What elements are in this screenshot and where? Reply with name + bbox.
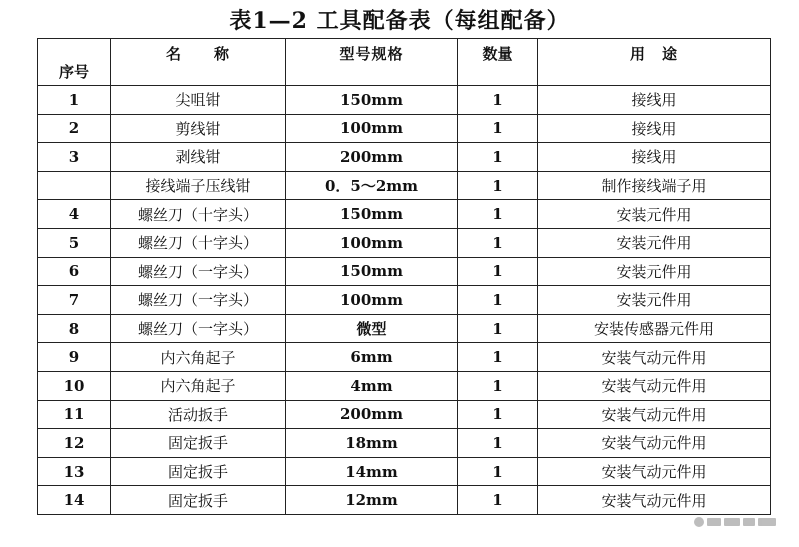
table-row [38,286,771,315]
cell-model: 100mm [286,286,458,315]
cell-qty: 1 [458,429,538,458]
header-qty: 数量 [458,39,538,86]
cell-model: 0．5～2mm [286,171,458,200]
cell-name: 剪线钳 [111,114,286,143]
table-row [38,429,771,458]
cell-name: 螺丝刀（一字头） [111,286,286,315]
cell-qty: 1 [458,314,538,343]
cell-seq: 5 [38,228,111,257]
cell-seq: 14 [38,486,111,515]
table-row [38,257,771,286]
cell-qty: 1 [458,486,538,515]
cell-qty: 1 [458,86,538,115]
cell-name: 尖咀钳 [111,86,286,115]
cell-model: 150mm [286,257,458,286]
cell-model: 12mm [286,486,458,515]
cell-seq: 3 [38,143,111,172]
cell-seq: 4 [38,200,111,229]
cell-use: 接线用 [538,86,771,115]
cell-qty: 1 [458,114,538,143]
cell-name: 固定扳手 [111,486,286,515]
cell-qty: 1 [458,457,538,486]
cell-model: 4mm [286,371,458,400]
header-row [38,39,771,86]
cell-use: 安装元件用 [538,286,771,315]
cell-qty: 1 [458,371,538,400]
table-row [38,171,771,200]
cell-model: 150mm [286,86,458,115]
cell-model: 100mm [286,114,458,143]
cell-model: 150mm [286,200,458,229]
cell-use: 接线用 [538,114,771,143]
cell-model: 14mm [286,457,458,486]
cell-use: 安装元件用 [538,200,771,229]
cell-qty: 1 [458,200,538,229]
cell-seq: 8 [38,314,111,343]
cell-name: 固定扳手 [111,457,286,486]
cell-use: 安装气动元件用 [538,400,771,429]
cell-qty: 1 [458,343,538,372]
watermark [694,515,789,529]
cell-name: 接线端子压线钳 [111,171,286,200]
header-seq: 序号 [38,39,111,86]
cell-use: 安装元件用 [538,257,771,286]
cell-use: 安装气动元件用 [538,343,771,372]
cell-use: 安装气动元件用 [538,429,771,458]
cell-name: 螺丝刀（一字头） [111,314,286,343]
cell-name: 螺丝刀（十字头） [111,228,286,257]
cell-qty: 1 [458,400,538,429]
cell-seq: 12 [38,429,111,458]
cell-seq: 6 [38,257,111,286]
cell-name: 内六角起子 [111,371,286,400]
cell-qty: 1 [458,143,538,172]
table-row [38,114,771,143]
cell-use: 安装气动元件用 [538,457,771,486]
cell-name: 螺丝刀（一字头） [111,257,286,286]
cell-seq: 11 [38,400,111,429]
cell-use: 制作接线端子用 [538,171,771,200]
cell-seq: 7 [38,286,111,315]
cell-qty: 1 [458,228,538,257]
cell-qty: 1 [458,171,538,200]
cell-seq: 1 [38,86,111,115]
cell-use: 安装气动元件用 [538,371,771,400]
cell-model: 100mm [286,228,458,257]
header-name: 名 称 [111,39,286,86]
cell-name: 剥线钳 [111,143,286,172]
table-row [38,486,771,515]
cell-seq [38,171,111,200]
cell-seq: 10 [38,371,111,400]
cell-name: 螺丝刀（十字头） [111,200,286,229]
cell-model: 200mm [286,143,458,172]
table-row [38,200,771,229]
cell-name: 内六角起子 [111,343,286,372]
cell-use: 安装传感器元件用 [538,314,771,343]
table-row [38,143,771,172]
cell-use: 安装气动元件用 [538,486,771,515]
cell-qty: 1 [458,257,538,286]
tool-table [37,38,771,515]
header-use: 用 途 [538,39,771,86]
table-row [38,228,771,257]
header-model: 型号规格 [286,39,458,86]
cell-use: 接线用 [538,143,771,172]
table-row [38,400,771,429]
table-title: 表1—2 工具配备表（每组配备） [229,8,570,34]
table-row [38,371,771,400]
cell-name: 活动扳手 [111,400,286,429]
cell-model: 6mm [286,343,458,372]
cell-seq: 13 [38,457,111,486]
cell-seq: 9 [38,343,111,372]
cell-model: 微型 [286,314,458,343]
cell-qty: 1 [458,286,538,315]
table-row [38,343,771,372]
cell-model: 18mm [286,429,458,458]
cell-use: 安装元件用 [538,228,771,257]
table-row [38,86,771,115]
cell-name: 固定扳手 [111,429,286,458]
table-row [38,457,771,486]
cell-seq: 2 [38,114,111,143]
cell-model: 200mm [286,400,458,429]
table-row [38,314,771,343]
